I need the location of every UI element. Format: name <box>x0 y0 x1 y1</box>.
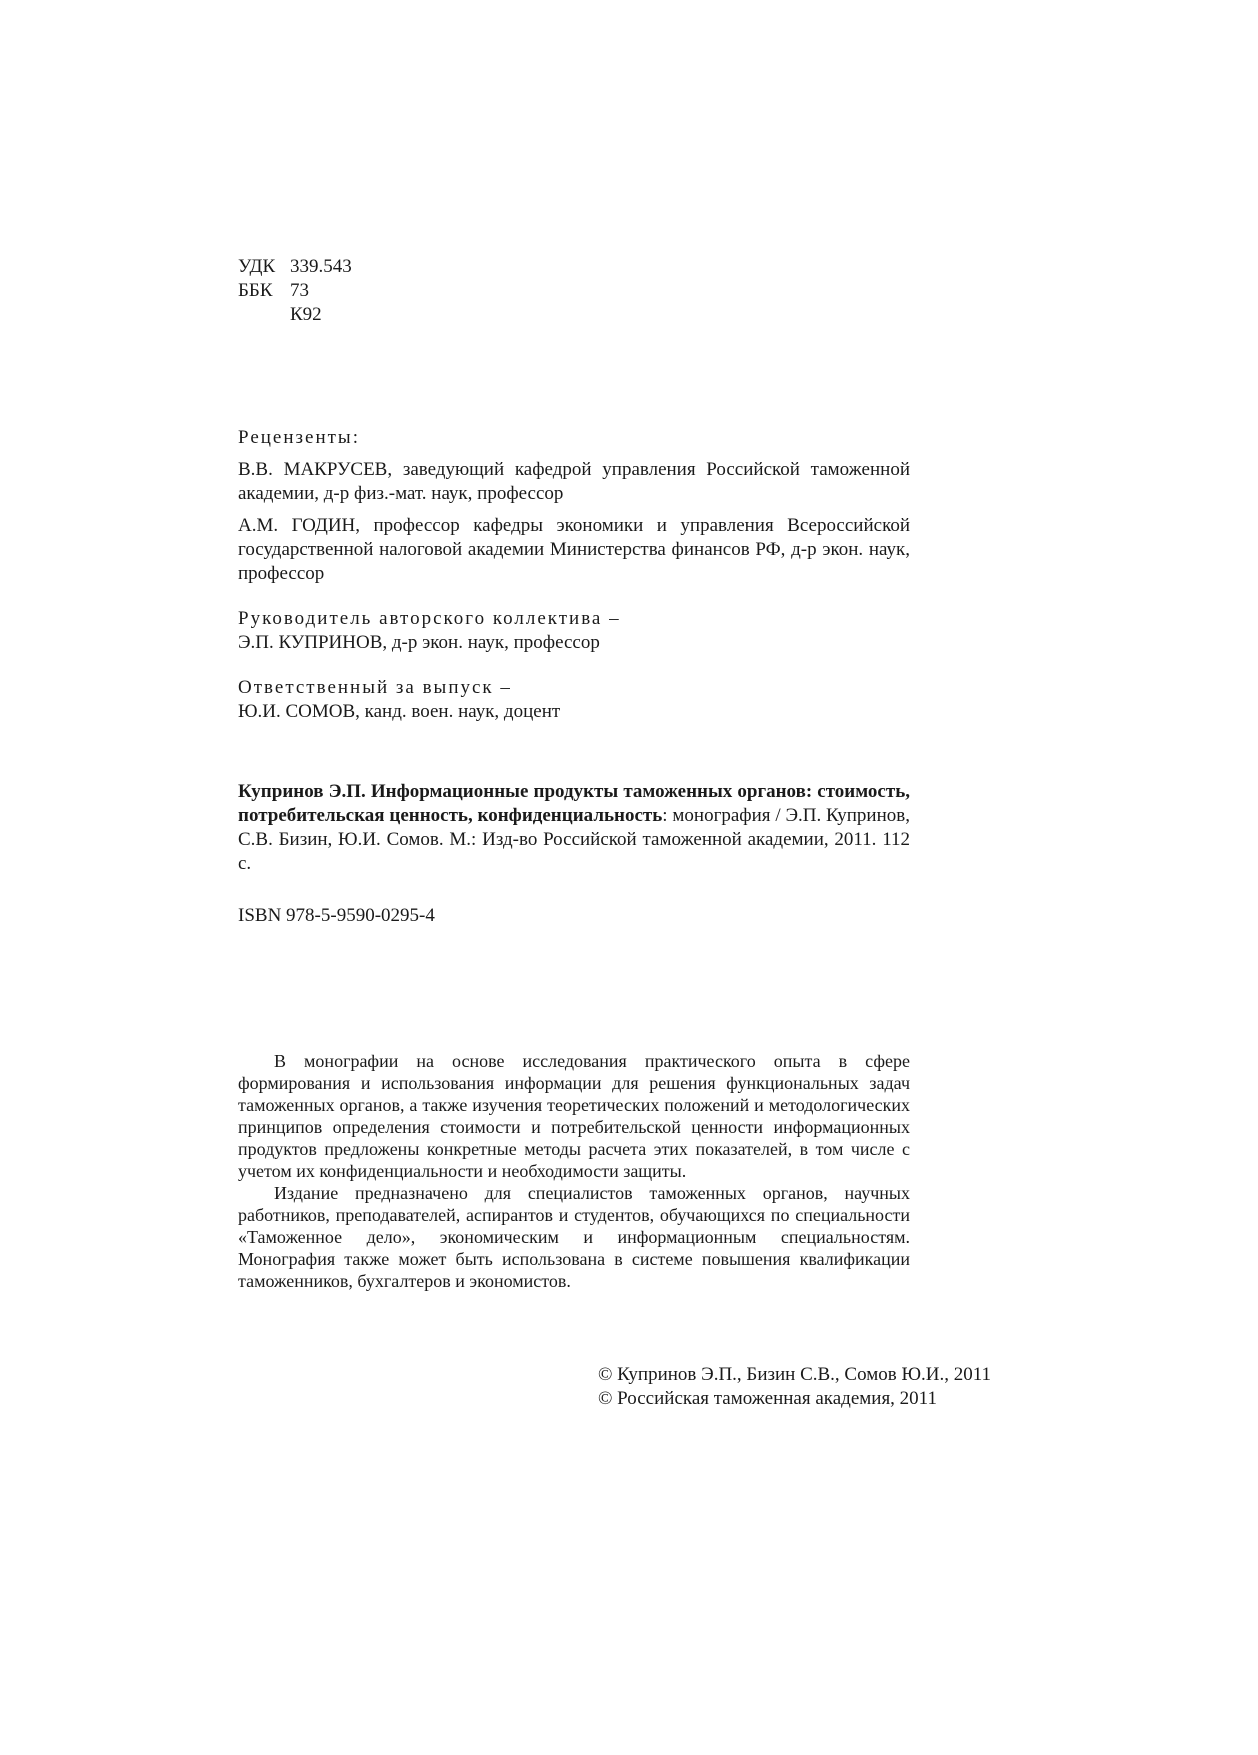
team-leader-heading: Руководитель авторского коллектива – <box>238 608 621 629</box>
bibliographic-citation <box>238 780 910 928</box>
credits-section <box>238 426 910 724</box>
copyright-line: © Российская таможенная академия, 2011 <box>598 1388 937 1409</box>
author-mark-row <box>238 303 910 327</box>
annotation-paragraph: В монографии на основе исследования практического опыта в сфере формирования и использования информации для решения функциональных задач таможенных органов, а также изучения теоретических положений и методологических принципов определения стоимости и потребительской ценности информационных продуктов предложены конкретные методы расчета этих показателей, в том числе с учетом их конфиденциальности и необходимости защиты. <box>238 1051 910 1181</box>
annotation-paragraph: Издание предназначено для специалистов таможенных органов, научных работников, преподавателей, аспирантов и студентов, обучающихся по специальности «Таможенное дело», экономическим и информационным специальностям. Монография также может быть использована в системе повышения квалификации таможенников, бухгалтеров и экономистов. <box>238 1183 910 1291</box>
team-leader-person: Э.П. КУПРИНОВ, д-р экон. наук, профессор <box>238 632 600 653</box>
responsible-heading: Ответственный за выпуск – <box>238 677 512 698</box>
author-mark: К92 <box>290 304 322 325</box>
copyright-line: © Купринов Э.П., Бизин С.В., Сомов Ю.И., 2011 <box>598 1364 992 1385</box>
udk-label: УДК <box>238 256 276 277</box>
bbk-value: 73 <box>290 280 309 301</box>
copyright-block <box>598 1363 1018 1411</box>
reviewer-item: А.М. ГОДИН, профессор кафедры экономики и управления Всероссийской государственной налоговой академии Министерства финансов РФ, д-р экон. наук, профессор <box>238 515 910 584</box>
udk-row <box>238 255 910 279</box>
bbk-row <box>238 279 910 303</box>
citation-text <box>238 780 910 876</box>
classification-codes <box>238 255 910 327</box>
bbk-label: ББК <box>238 280 273 301</box>
reviewer-item: В.В. МАКРУСЕВ, заведующий кафедрой управления Российской таможенной академии, д-р физ.-мат. наук, профессор <box>238 459 910 504</box>
reviewers-heading: Рецензенты: <box>238 427 360 448</box>
udk-value: 339.543 <box>290 256 352 277</box>
isbn: ISBN 978-5-9590-0295-4 <box>238 905 435 926</box>
citation-details: : монография / Э.П. Купринов, С.В. Бизин, Ю.И. Сомов. М.: Изд-во Российской таможенной академии, 2011. 112 с. <box>238 805 910 874</box>
responsible-person: Ю.И. СОМОВ, канд. воен. наук, доцент <box>238 701 561 722</box>
annotation <box>238 1050 910 1292</box>
author-mark-spacer <box>238 303 290 327</box>
citation-title: Купринов Э.П. Информационные продукты таможенных органов: стоимость, потребительская ценность, конфиденциальность <box>238 781 910 826</box>
